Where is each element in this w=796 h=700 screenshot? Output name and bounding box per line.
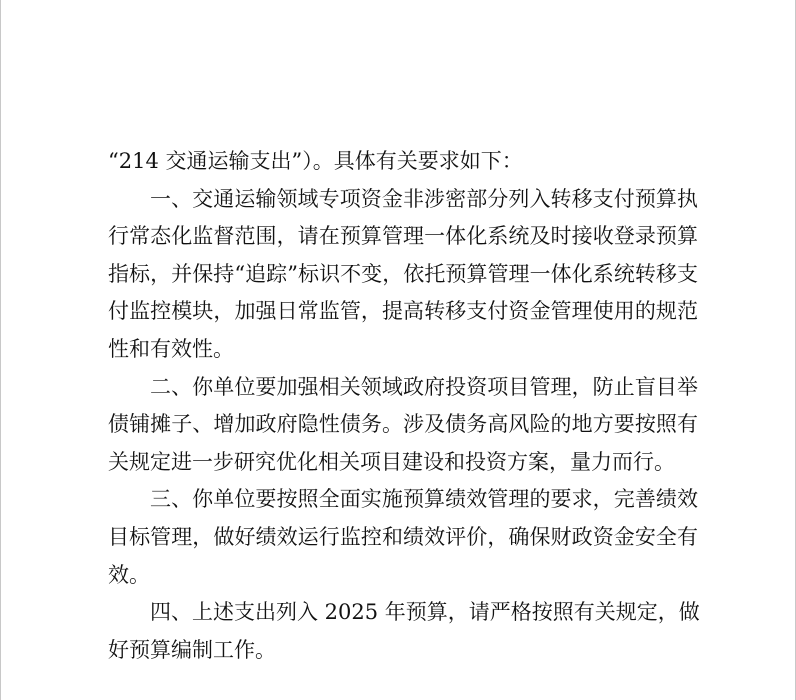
- paragraph-3-line: 效。: [108, 562, 150, 587]
- document-page: [108, 143, 698, 669]
- text-line: “214 交通运输支出”）。具体有关要求如下：: [108, 149, 523, 173]
- paragraph-4-line: 四、上述支出列入 2025 年预算，请严格按照有关规定，做: [150, 600, 700, 625]
- paragraph-2-line: 关规定进一步研究优化相关项目建设和投资方案，量力而行。: [108, 449, 675, 474]
- paragraph-1-line: 指标，并保持“追踪”标识不变，依托预算管理一体化系统转移支: [108, 261, 698, 286]
- page-left-border: [0, 0, 1, 700]
- paragraph-2-line: 债铺摊子、增加政府隐性债务。涉及债务高风险的地方要按照有: [108, 412, 698, 437]
- paragraph-1-line: 行常态化监督范围，请在预算管理一体化系统及时接收登录预算: [108, 224, 698, 249]
- paragraph-3-line: 目标管理，做好绩效运行监控和绩效评价，确保财政资金安全有: [108, 524, 698, 549]
- paragraph-1-line: 付监控模块，加强日常监管，提高转移支付资金管理使用的规范: [108, 299, 698, 324]
- paragraph-3-line: 三、你单位要按照全面实施预算绩效管理的要求，完善绩效: [150, 487, 698, 512]
- paragraph-1-line: 性和有效性。: [108, 336, 234, 361]
- paragraph-2-line: 二、你单位要加强相关领域政府投资项目管理，防止盲目举: [150, 374, 698, 399]
- paragraph-1-line: 一、交通运输领域专项资金非涉密部分列入转移支付预算执: [150, 186, 698, 211]
- paragraph-4-line: 好预算编制工作。: [108, 637, 276, 662]
